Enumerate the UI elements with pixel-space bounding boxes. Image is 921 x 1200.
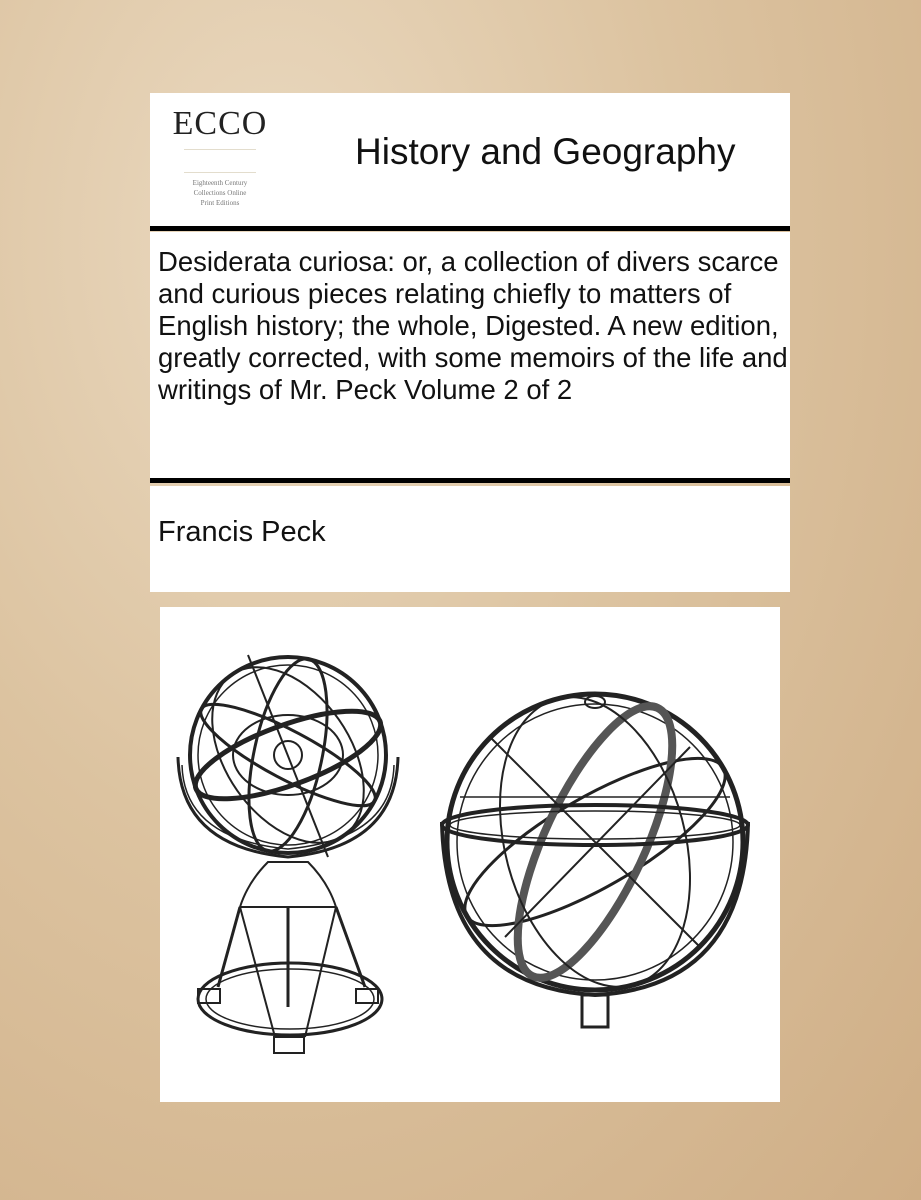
left-armillary-sphere <box>178 639 398 1053</box>
logo-line-2: Collections Online <box>193 189 247 197</box>
header-panel <box>150 93 790 226</box>
book-title: Desiderata curiosa: or, a collection of divers scarce and curious pieces relating chiefly to matters of English history; the whole, Digested. A new edition, greatly corrected, with some memoirs of the life and writings of Mr. Peck Volume 2 of 2 <box>158 246 788 405</box>
armillary-spheres-illustration <box>160 607 780 1102</box>
title-panel <box>150 232 790 478</box>
author-name: Francis Peck <box>158 516 326 548</box>
illustration-panel <box>160 607 780 1102</box>
logo-ornament <box>184 149 256 173</box>
logo-mark: ECCO <box>172 105 268 142</box>
top-rule <box>150 226 790 231</box>
ecco-logo <box>170 105 270 215</box>
logo-line-3: Print Editions <box>200 199 240 207</box>
author-panel <box>150 486 790 592</box>
right-armillary-sphere <box>442 676 748 1027</box>
logo-line-1: Eighteenth Century <box>192 179 248 187</box>
series-title: History and Geography <box>355 131 736 172</box>
middle-rule <box>150 478 790 483</box>
